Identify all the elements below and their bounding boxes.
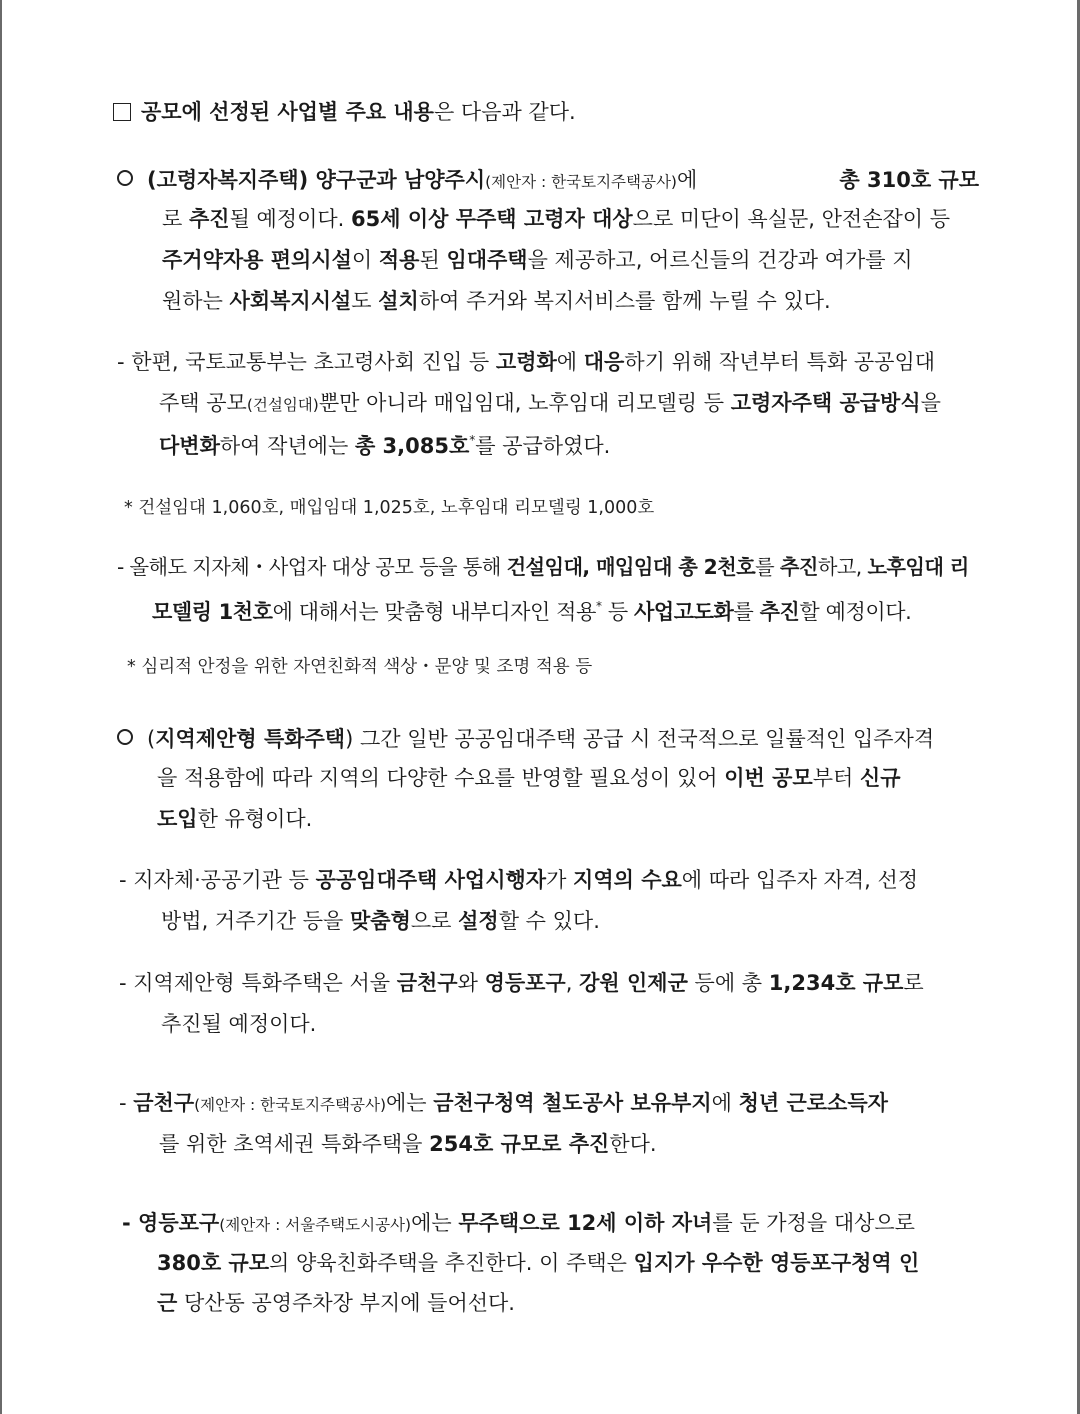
sec4-line3: 도입한 유형이다. [157,807,313,831]
sec7-line1: - 금천구(제안자 : 한국토지주택공사)에는 금천구청역 철도공사 보유부지에 청년 근로소득자 [119,1091,888,1115]
sec2-footnote: * 건설임대 1,060호, 매입임대 1,025호, 노후임대 리모델링 1,000호 [124,498,655,518]
sec5-line2: 방법, 거주기간 등을 맞춤형으로 설정할 수 있다. [161,909,600,933]
sec5-line1: - 지자체·공공기관 등 공공임대주택 사업시행자가 지역의 수요에 따라 입주자 자격, 선정 [119,868,919,892]
sec2-line1: - 한편, 국토교통부는 초고령사회 진입 등 고령화에 대응하기 위해 작년부터 특화 공공임대 [117,350,936,374]
sec3-footnote: * 심리적 안정을 위한 자연친화적 색상・문양 및 조명 적용 등 [127,657,593,677]
sec7-line2: 를 위한 초역세권 특화주택을 254호 규모로 추진한다. [159,1132,657,1156]
sec4-line2: 을 적용함에 따라 지역의 다양한 수요를 반영할 필요성이 있어 이번 공모부터 신규 [157,766,901,790]
sec6-line2: 추진될 예정이다. [161,1012,317,1036]
sec4-line1: (지역제안형 특화주택) 그간 일반 공공임대주택 공급 시 전국적으로 일률적인 입주자격 [117,725,979,753]
sec8-line3: 근 당산동 공영주차장 부지에 들어선다. [157,1291,515,1315]
sec3-line1: - 올해도 지자체・사업자 대상 공모 등을 통해 건설임대, 매입임대 총 2천호를 추진하고, 노후임대 리 [117,555,969,579]
sec1-line4: 원하는 사회복지시설도 설치하여 주거와 복지서비스를 함께 누릴 수 있다. [162,289,831,313]
sec1-line2: 로 추진될 예정이다. 65세 이상 무주택 고령자 대상으로 미단이 욕실문, 안전손잡이 등 [162,207,951,231]
sec8-line1: - 영등포구(제안자 : 서울주택도시공사)에는 무주택으로 12세 이하 자녀를 둔 가정을 대상으로 [122,1211,915,1235]
sec1-line3: 주거약자용 편의시설이 적용된 임대주택을 제공하고, 어르신들의 건강과 여가를 지 [162,248,913,272]
circle-bullet-icon [117,170,133,186]
sec6-line1: - 지역제안형 특화주택은 서울 금천구와 영등포구, 강원 인제군 등에 총 1,234호 규모로 [119,971,924,995]
heading: 공모에 선정된 사업별 주요 내용은 다음과 같다. [113,98,576,126]
sec1-line1: (고령자복지주택) 양구군과 남양주시(제안자 : 한국토지주택공사)에 총 310호 규모 [117,166,979,196]
sec8-line2: 380호 규모의 양육친화주택을 추진한다. 이 주택은 입지가 우수한 영등포구청역 인 [157,1251,920,1275]
sec2-line3: 다변화하여 작년에는 총 3,085호*를 공급하였다. [159,433,611,458]
sec3-line2: 모델링 1천호에 대해서는 맞춤형 내부디자인 적용* 등 사업고도화를 추진할 예정이다. [152,599,912,624]
sec2-line2: 주택 공모(건설임대)뿐만 아니라 매입임대, 노후임대 리모델링 등 고령자주택 공급방식을 [159,391,941,415]
circle-bullet-icon [117,729,133,745]
checkbox-square-icon [113,103,131,121]
